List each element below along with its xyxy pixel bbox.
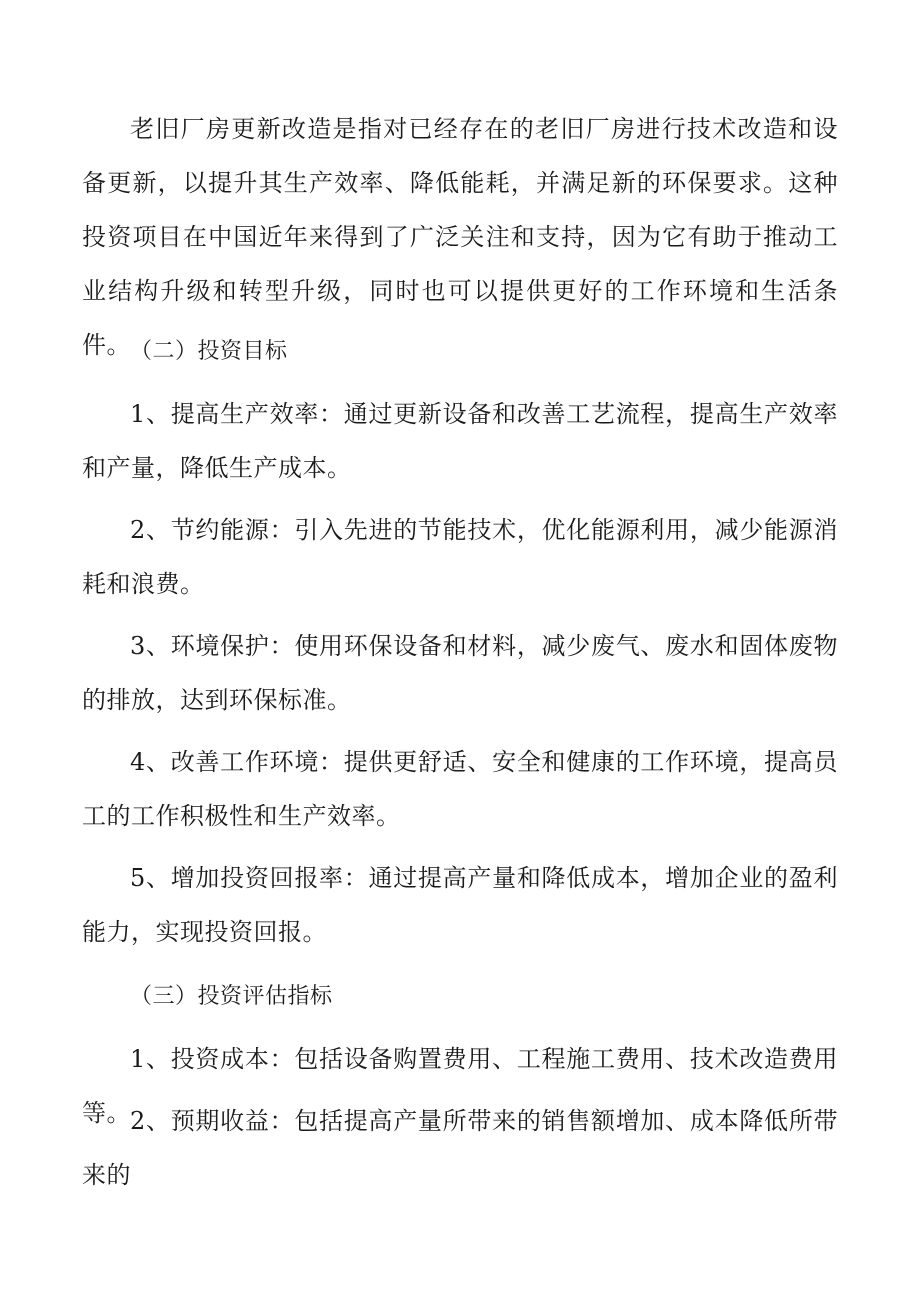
section-heading-investment-goals: （二）投资目标 <box>130 339 288 364</box>
goal-item: 1、提高生产效率：通过更新设备和改善工艺流程，提高生产效率和产量，降低生产成本。 <box>82 400 838 482</box>
intro-paragraph: 老旧厂房更新改造是指对已经存在的老旧厂房进行技术改造和设备更新，以提升其生产效率、降低能耗，并满足新的环保要求。这种投资项目在中国近年来得到了广泛关注和支持，因为它有助于推动工业结构升级和转型升级，同时也可以提供更好的工作环境和生活条件。 <box>82 115 838 359</box>
indicator-item: 1、投资成本：包括设备购置费用、工程施工费用、技术改造费用等。 <box>82 1045 838 1127</box>
goal-item: 2、节约能源：引入先进的节能技术，优化能源利用，减少能源消耗和浪费。 <box>82 516 838 598</box>
goal-item: 3、环境保护：使用环保设备和材料，减少废气、废水和固体废物的排放，达到环保标准。 <box>82 632 838 714</box>
section-heading-evaluation-indicators: （三）投资评估指标 <box>130 984 333 1009</box>
goal-item: 4、改善工作环境：提供更舒适、安全和健康的工作环境，提高员工的工作积极性和生产效率。 <box>82 748 838 830</box>
goal-item: 5、增加投资回报率：通过提高产量和降低成本，增加企业的盈利能力，实现投资回报。 <box>82 864 838 946</box>
indicator-item: 2、预期收益：包括提高产量所带来的销售额增加、成本降低所带来的 <box>82 1107 838 1189</box>
